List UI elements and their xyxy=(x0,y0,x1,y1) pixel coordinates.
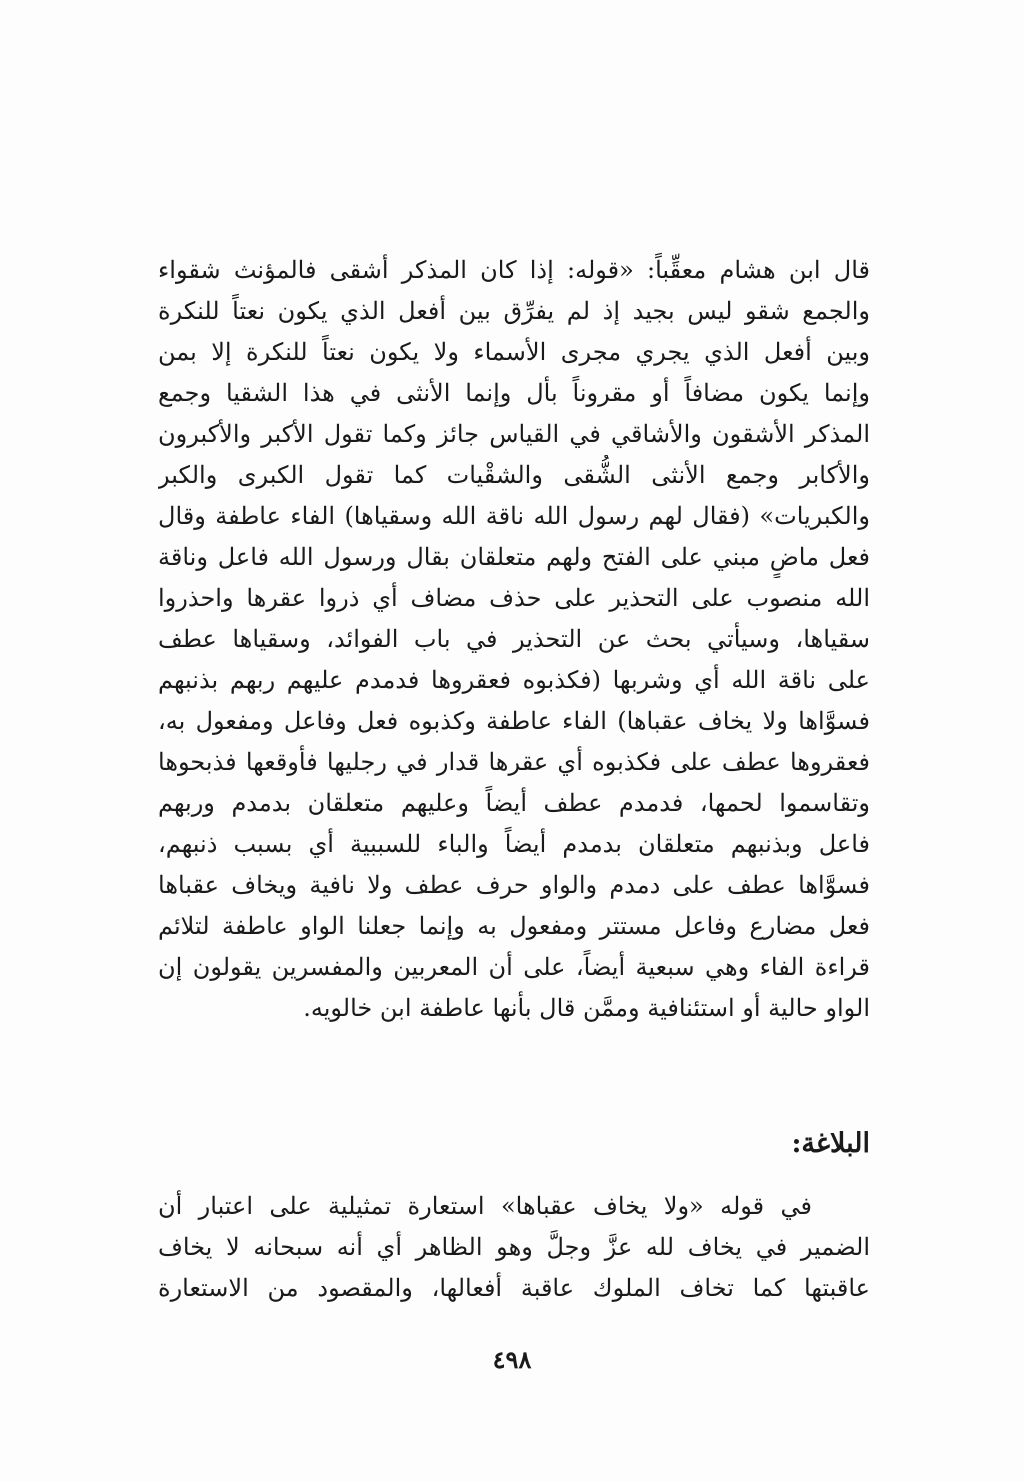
text-line: على ناقة الله أي وشربها (فكذبوه فعقروها فدمدم عليهم ربهم بذنبهم xyxy=(158,666,870,694)
text-line: والجمع شقو ليس بجيد إذ لم يفرِّق بين أفعل الذي يكون نعتاً للنكرة xyxy=(158,297,870,325)
text-line: وإنما يكون مضافاً أو مقروناً بأل وإنما الأنثى في هذا الشقيا وجمع xyxy=(158,379,870,407)
text-line: قراءة الفاء وهي سبعية أيضاً، على أن المعربين والمفسرين يقولون إن xyxy=(158,953,870,981)
text-line: عاقبتها كما تخاف الملوك عاقبة أفعالها، والمقصود من الاستعارة xyxy=(158,1274,870,1302)
text-line: الواو حالية أو استئنافية وممَّن قال بأنها عاطفة ابن خالويه. xyxy=(303,994,870,1022)
text-line: وتقاسموا لحمها، فدمدم عطف أيضاً وعليهم متعلقان بدمدم وربهم xyxy=(158,789,870,817)
text-line: فعل مضارع وفاعل مستتر ومفعول به وإنما جعلنا الواو عاطفة لتلائم xyxy=(158,912,870,940)
section-heading: البلاغة: xyxy=(791,1128,870,1159)
text-line: سقياها، وسيأتي بحث عن التحذير في باب الفوائد، وسقياها عطف xyxy=(158,625,870,653)
text-line: وبين أفعل الذي يجري مجرى الأسماء ولا يكون نعتاً للنكرة إلا بمن xyxy=(158,338,870,366)
text-line: الله منصوب على التحذير على حذف مضاف أي ذروا عقرها واحذروا xyxy=(158,584,870,612)
text-line: قال ابن هشام معقِّباً: «قوله: إذا كان المذكر أشقى فالمؤنث شقواء xyxy=(158,256,870,284)
text-line: المذكر الأشقون والأشاقي في القياس جائز وكما تقول الأكبر والأكبرون xyxy=(158,420,870,448)
text-line: فسوَّاها ولا يخاف عقباها) الفاء عاطفة وكذبوه فعل وفاعل ومفعول به، xyxy=(158,707,870,735)
main-text-block xyxy=(158,250,870,1029)
text-line: فعقروها عطف على فكذبوه أي عقرها قدار في رجليها فأوقعها فذبحوها xyxy=(158,748,870,776)
text-line: في قوله «ولا يخاف عقباها» استعارة تمثيلية على اعتبار أن xyxy=(158,1192,812,1220)
balagha-text-block xyxy=(158,1186,870,1309)
text-line: فعل ماضٍ مبني على الفتح ولهم متعلقان بقال ورسول الله فاعل وناقة xyxy=(158,543,870,571)
text-line: فسوَّاها عطف على دمدم والواو حرف عطف ولا نافية ويخاف عقباها xyxy=(158,871,870,899)
text-line: الضمير في يخاف لله عزَّ وجلَّ وهو الظاهر أي أنه سبحانه لا يخاف xyxy=(158,1233,870,1261)
text-line: والكبريات» (فقال لهم رسول الله ناقة الله وسقياها) الفاء عاطفة وقال xyxy=(158,502,870,530)
text-line: والأكابر وجمع الأنثى الشُّقى والشقْيات كما تقول الكبرى والكبر xyxy=(158,461,870,489)
text-line: فاعل وبذنبهم متعلقان بدمدم أيضاً والباء للسببية أي بسبب ذنبهم، xyxy=(158,830,870,858)
page-number: ٤٩٨ xyxy=(492,1345,532,1374)
